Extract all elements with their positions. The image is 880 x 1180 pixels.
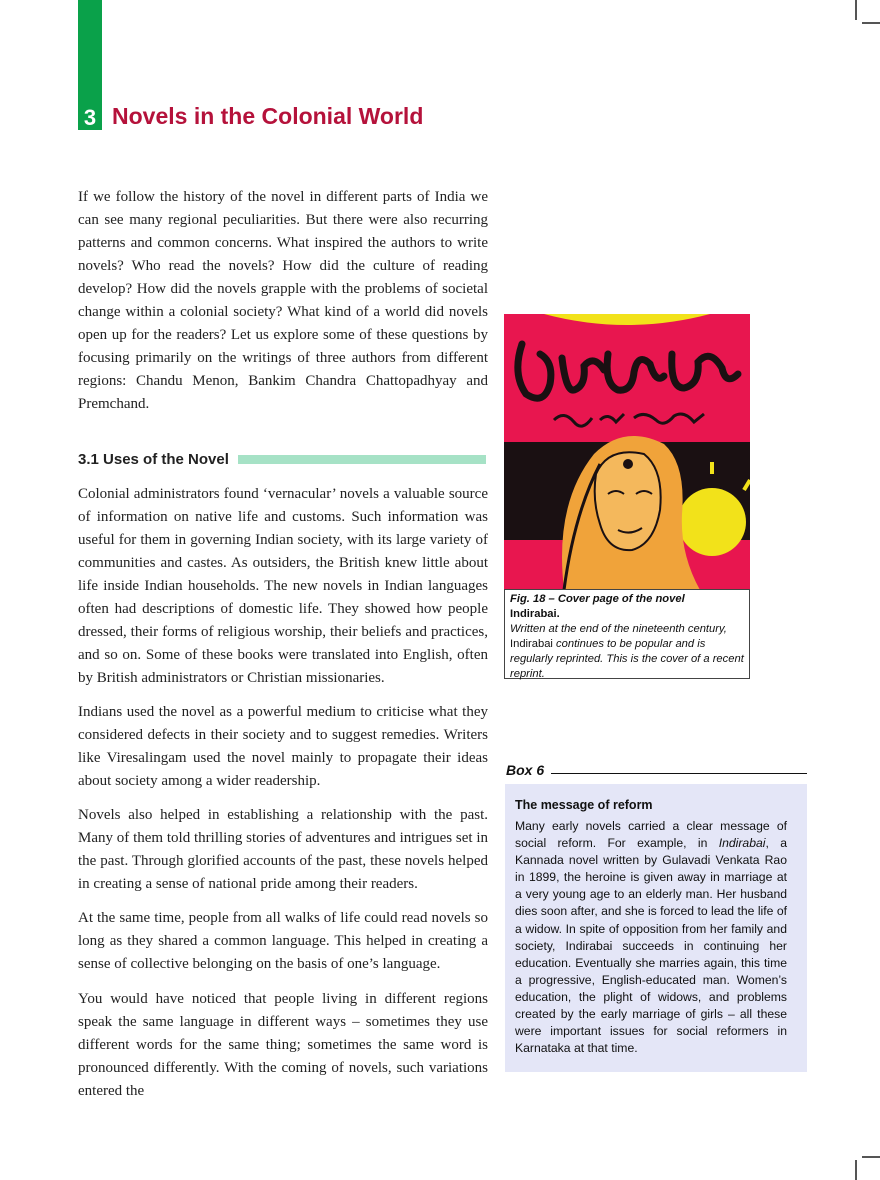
section-paragraph: At the same time, people from all walks of life could read novels so long as they shared a common language. This helped in creating a sense of collective belonging on the basis of one’s language. — [78, 910, 488, 972]
section-heading-rule — [238, 455, 486, 464]
book-cover-image — [504, 314, 750, 590]
crop-mark — [862, 1156, 880, 1158]
cover-figure-bindi — [623, 459, 633, 469]
figure-caption-line2: continues to be popular and is regularly reprinted. This is the cover of a recent reprint. — [510, 638, 744, 680]
section-paragraph: You would have noticed that people living in different regions speak the same language in different ways – sometimes they use different words for the same thing; sometimes the same word is pronounced differently. With the coming of novels, such variations entered the — [78, 991, 488, 1099]
box-text-part: , a Kannada novel written by Gulavadi Venkata Rao in 1899, the heroine is given away in marriage at a very young age to an elderly man. Her husband dies soon after, and she is forced to lead the life of a widow. In spite of opposition from her family and society, Indirabai succeeds in continuing her education. Eventually she marries again, this time a progressive, English-educated man. Women’s education, the plight of widows, and problems created by the early marriage of girls – all these were important issues for social reformers in Karnataka at that time. — [515, 836, 787, 1056]
section-paragraph: Novels also helped in establishing a relationship with the past. Many of them told thrilling stories of adventures and intrigues set in the past. Through glorified accounts of the past, these novels helped in creating a sense of national pride among their readers. — [78, 807, 488, 892]
figure-caption-label: Fig. 18 – Cover page of the novel — [510, 593, 685, 605]
box-label: Box 6 — [506, 762, 545, 778]
figure-caption-title: Indirabai. — [510, 608, 560, 620]
box-text — [515, 818, 787, 1057]
figure-caption-line1: Written at the end of the nineteenth century, — [510, 623, 727, 635]
crop-mark — [855, 0, 857, 20]
chapter-number: 3 — [83, 105, 97, 130]
intro-paragraph: If we follow the history of the novel in different parts of India we can see many regional peculiarities. But there were also recurring patterns and common concerns. What inspired the authors to write novels? Who read the novels? How did the culture of reading develop? How did the novels grapple with the problems of societal change within a colonial society? What kind of a world did novels open up for the readers? Let us explore some of these questions by focusing primarily on the writings of three authors from different regions: Chandu Menon, Bankim Chandra Chattopadhyay and Premchand. — [78, 189, 488, 412]
box-text-italic: Indirabai — [718, 836, 766, 851]
chapter-title: Novels in the Colonial World — [112, 103, 424, 129]
box-text-part: Many early novels carried a clear message of social reform. For example, in — [515, 819, 787, 851]
section-heading: 3.1 Uses of the Novel — [78, 451, 229, 468]
cover-sun — [678, 488, 746, 556]
crop-mark — [855, 1160, 857, 1180]
section-paragraph: Indians used the novel as a powerful medium to criticise what they considered defects in their society and to suggest remedies. Writers like Viresalingam used the novel mainly to propagate their ideas about society among a wider readership. — [78, 704, 488, 789]
box-title: The message of reform — [515, 798, 653, 812]
crop-mark — [862, 22, 880, 24]
figure-caption-novel-name: Indirabai — [510, 638, 553, 650]
section-paragraph: Colonial administrators found ‘vernacular’ novels a valuable source of information on native life and customs. Such information was useful for them in governing Indian society, with its large variety of communities and castes. As outsiders, the British knew little about life inside Indian households. The new novels in Indian languages often had descriptions of domestic life. They showed how people dressed, their forms of religious worship, their beliefs and practices, and so on. Some of these books were translated into English, often by British administrators or Christian missionaries. — [78, 486, 488, 686]
box-label-rule — [551, 773, 807, 774]
book-cover-illustration — [504, 314, 750, 590]
figure-caption — [504, 589, 750, 679]
